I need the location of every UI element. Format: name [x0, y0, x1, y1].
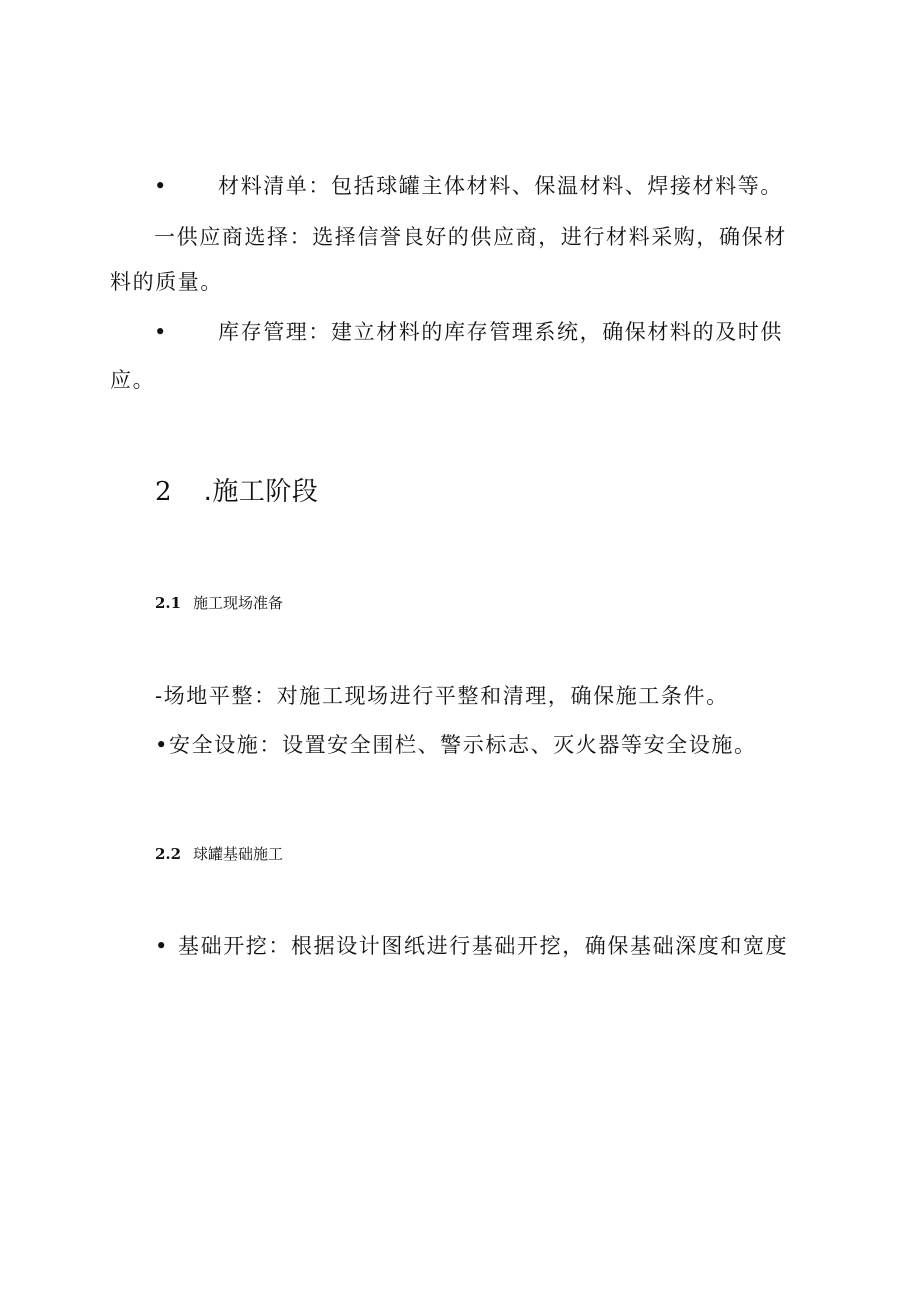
list-item-foundation-excavation: 基础开挖：根据设计图纸进行基础开挖，确保基础深度和宽度	[178, 934, 789, 958]
subsection-title: 施工现场准备	[193, 594, 284, 612]
paragraph-supplier-line2: 料的质量。	[110, 270, 223, 294]
subsection-number: 2.1	[155, 594, 182, 612]
section-title: 施工阶段	[212, 477, 319, 507]
paragraph-supplier-line1: 一供应商选择：选择信誉良好的供应商，进行材料采购，确保材	[154, 225, 787, 249]
list-item-material-list: 材料清单：包括球罐主体材料、保温材料、焊接材料等。	[218, 174, 783, 198]
bullet-mark: •	[154, 174, 167, 198]
section-dot: .	[203, 477, 213, 507]
subsection-heading-2-1	[155, 593, 283, 613]
bullet-mark: •	[155, 934, 168, 958]
bullet-mark: •	[154, 320, 167, 344]
list-item-inventory-line2: 应。	[110, 368, 156, 392]
list-item-safety-facilities: •安全设施：设置安全围栏、警示标志、灭火器等安全设施。	[155, 733, 757, 757]
section-number: 2	[155, 477, 173, 507]
section-heading	[155, 476, 318, 508]
list-item-inventory-line1: 库存管理：建立材料的库存管理系统，确保材料的及时供	[218, 320, 783, 344]
subsection-title: 球罐基础施工	[193, 845, 284, 863]
subsection-heading-2-2	[155, 844, 283, 864]
list-item-site-leveling: -场地平整：对施工现场进行平整和清理，确保施工条件。	[155, 684, 729, 708]
subsection-number: 2.2	[155, 845, 182, 863]
